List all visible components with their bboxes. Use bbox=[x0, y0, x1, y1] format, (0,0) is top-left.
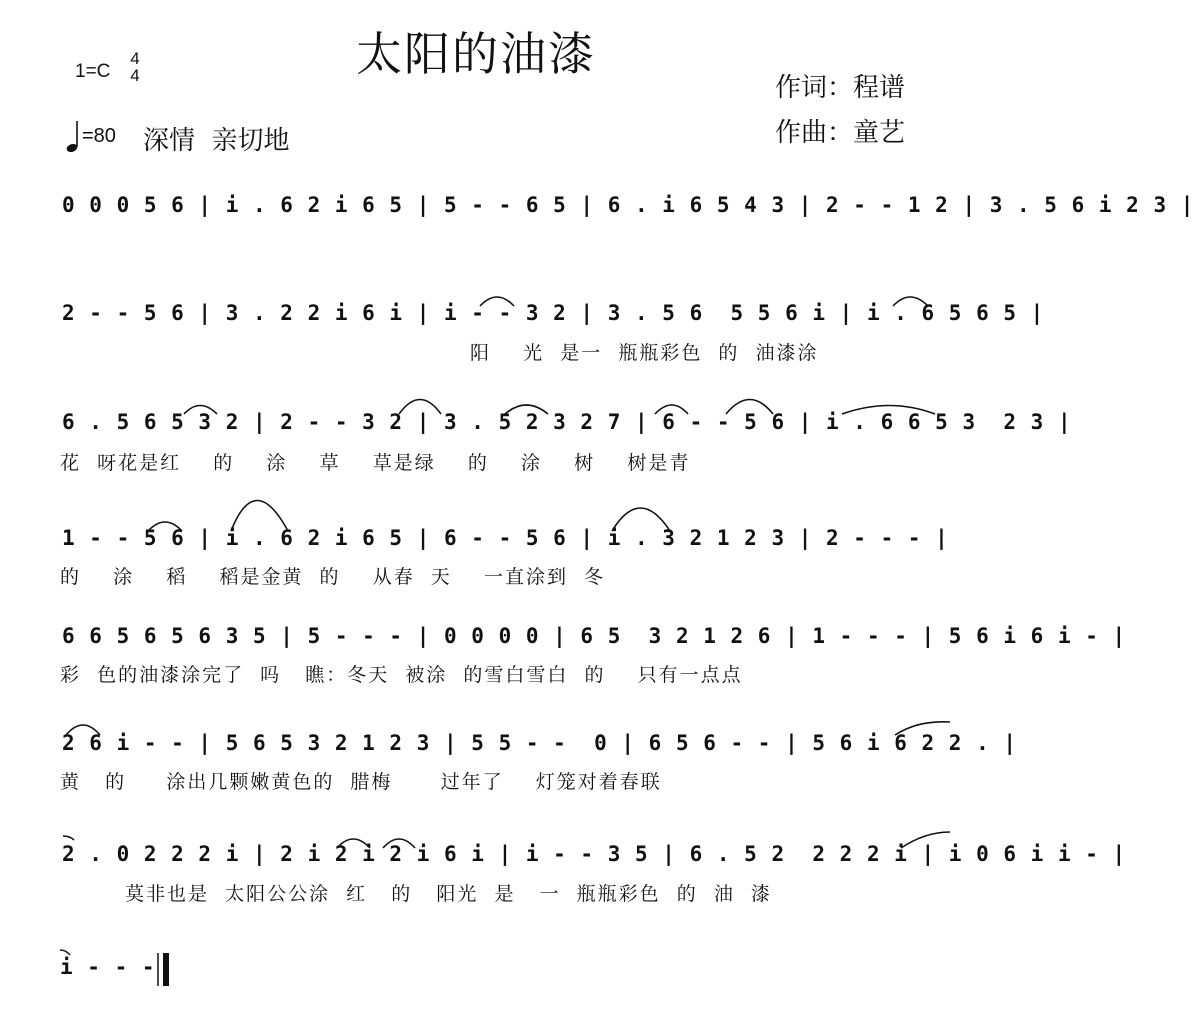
meter-top: 4 bbox=[130, 49, 140, 68]
lyrics-line-7: 莫非也是 太阳公公涂 红 的 阳光 是 一 瓶瓶彩色 的 油 漆 bbox=[125, 883, 772, 905]
lyrics-line-6: 黄 的 涂出几颗嫩黄色的 腊梅 过年了 灯笼对着春联 bbox=[60, 771, 662, 793]
notation-line-5: 6 6 5 6 5 6 3 5 | 5 - - - | 0 0 0 0 | 6 5 3 2 1 2 6 | 1 - - - | 5 6 i 6 i - | bbox=[62, 624, 1127, 648]
tempo-marking: =80 bbox=[82, 125, 116, 147]
meter-bottom: 4 bbox=[130, 66, 140, 85]
lyrics-line-4: 的 涂 稻 稻是金黄 的 从春 天 一直涂到 冬 bbox=[60, 566, 606, 588]
song-title: 太阳的油漆 bbox=[356, 27, 596, 81]
expression-marking: 深情 亲切地 bbox=[143, 126, 290, 156]
notation-line-2: 2 - - 5 6 | 3 . 2 2 i 6 i | i - - 3 2 | 3 . 5 6 5 5 6 i | i . 6 5 6 5 | bbox=[62, 301, 1045, 325]
notation-line-7: 2 . 0 2 2 2 i | 2 i 2 i 2 i 6 i | i - - 3 5 | 6 . 5 2 2 2 2 i | i 0 6 i i - | bbox=[62, 842, 1127, 866]
notation-line-1: 0 0 0 5 6 | i . 6 2 i 6 5 | 5 - - 6 5 | 6 . i 6 5 4 3 | 2 - - 1 2 | 3 . 5 6 i 2 3 | bbox=[62, 193, 1194, 217]
notation-line-6: 2 6 i - - | 5 6 5 3 2 1 2 3 | 5 5 - - 0 | 6 5 6 - - | 5 6 i 6 2 2 . | bbox=[62, 731, 1018, 755]
notation-line-3: 6 . 5 6 5 3 2 | 2 - - 3 2 | 3 . 5 2 3 2 7 | 6 - - 5 6 | i . 6 6 5 3 2 3 | bbox=[62, 410, 1072, 434]
composer-credit: 作曲：童艺 bbox=[775, 118, 906, 148]
notation-line-4: 1 - - 5 6 | i . 6 2 i 6 5 | 6 - - 5 6 | i . 3 2 1 2 3 | 2 - - - | bbox=[62, 526, 949, 550]
lyricist-credit: 作词：程谱 bbox=[775, 73, 906, 103]
key-signature: 1=C bbox=[75, 61, 111, 82]
lyrics-line-5: 彩 色的油漆涂完了 吗 瞧：冬天 被涂 的雪白雪白 的 只有一点点 bbox=[60, 664, 743, 686]
lyrics-line-2: 阳 光 是一 瓶瓶彩色 的 油漆涂 bbox=[470, 342, 819, 364]
notation-line-8: i - - - bbox=[60, 955, 156, 979]
lyrics-line-3: 花 呀花是红 的 涂 草 草是绿 的 涂 树 树是青 bbox=[60, 452, 691, 474]
